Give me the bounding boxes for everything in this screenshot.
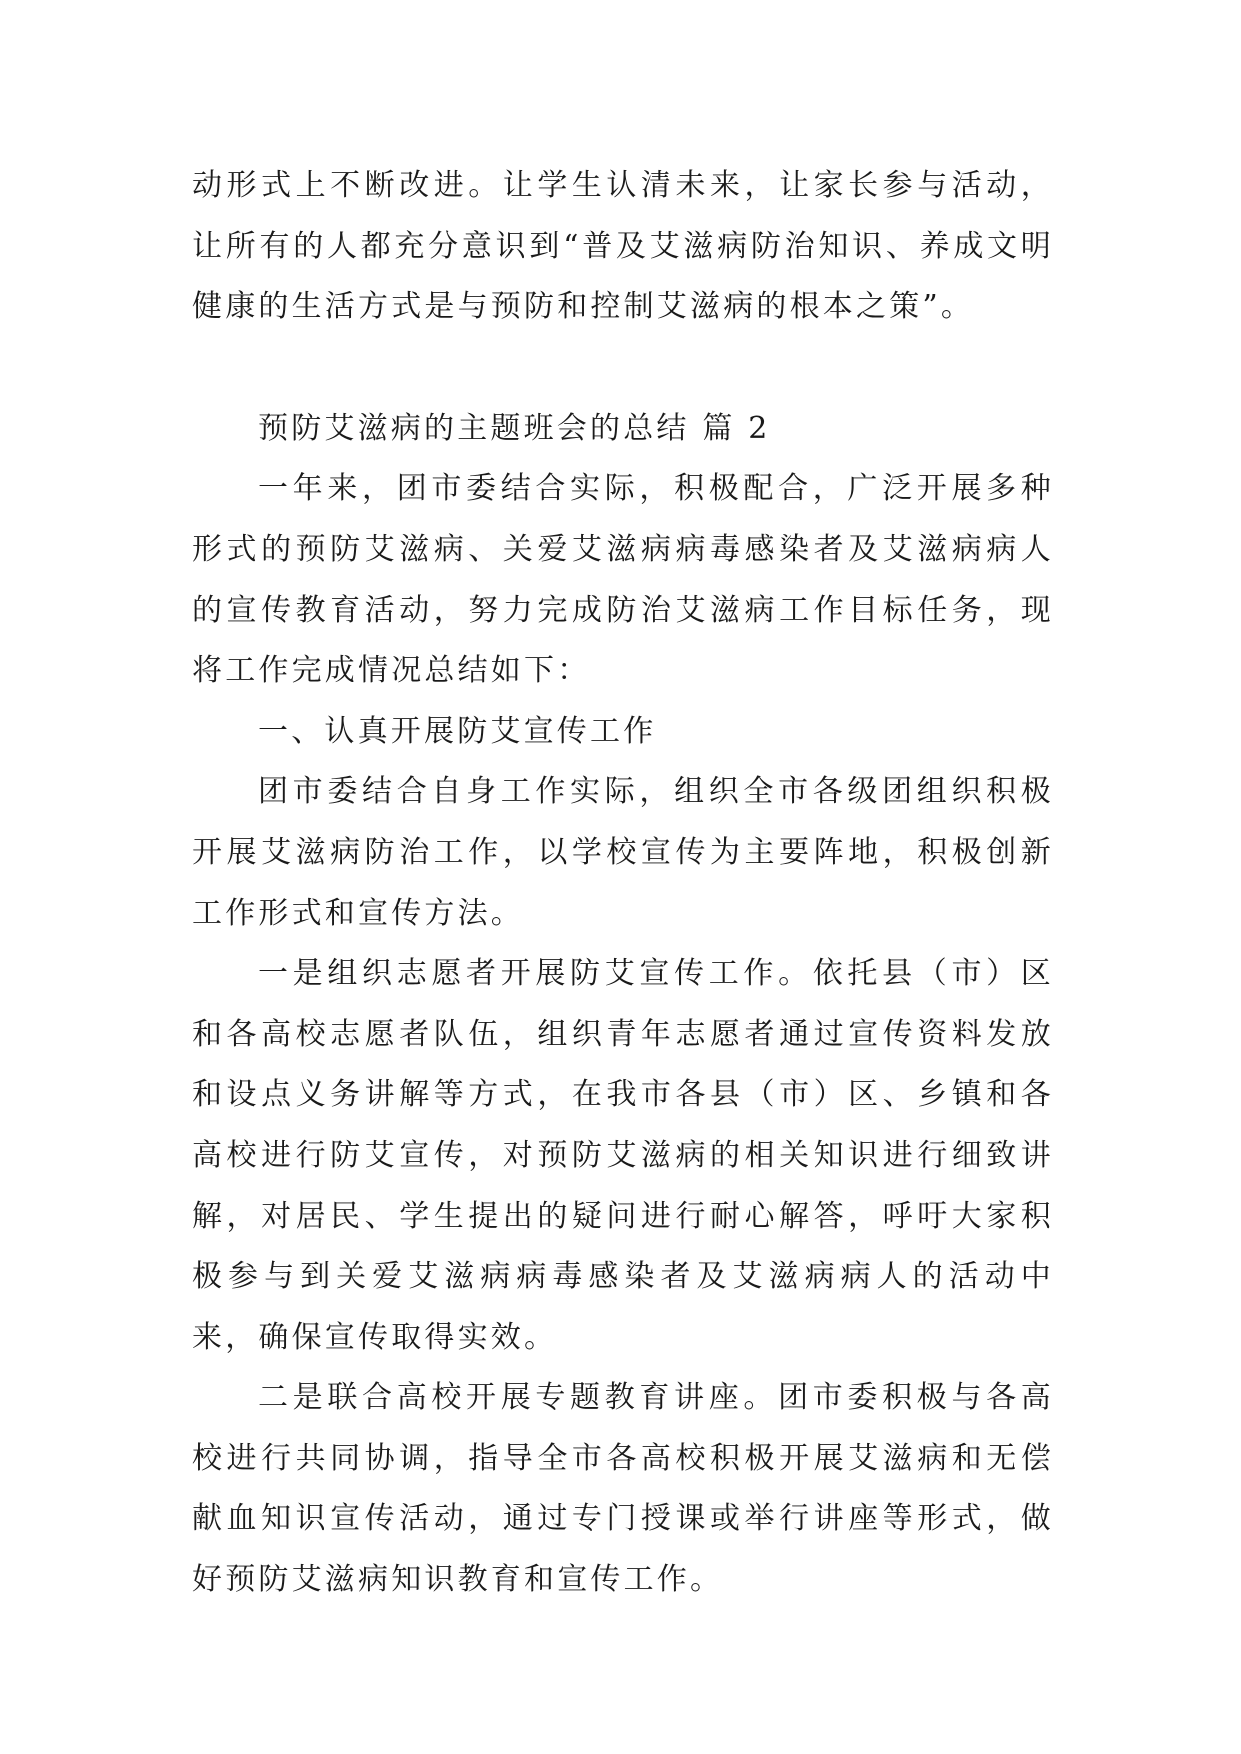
paragraph-intro-continuation: 动形式上不断改进。让学生认清未来，让家长参与活动，让所有的人都充分意识到“普及艾滋病防治知识、养成文明健康的生活方式是与预防和控制艾滋病的根本之策”。 (192, 168, 1054, 325)
paragraph-volunteers: 一是组织志愿者开展防艾宣传工作。依托县（市）区和各高校志愿者队伍，组织青年志愿者通过宣传资料发放和设点义务讲解等方式，在我市各县（市）区、乡镇和各高校进行防艾宣传，对预防艾滋病的相关知识进行细致讲解，对居民、学生提出的疑问进行耐心解答，呼吁大家积极参与到关爱艾滋病病毒感染者及艾滋病病人的活动中来，确保宣传取得实效。 (192, 956, 1054, 1355)
paragraph-lectures: 二是联合高校开展专题教育讲座。团市委积极与各高校进行共同协调，指导全市各高校积极开展艾滋病和无偿献血知识宣传活动，通过专门授课或举行讲座等形式，做好预防艾滋病知识教育和宣传工作。 (192, 1380, 1054, 1598)
document-body (192, 156, 1054, 1611)
section-heading: 一、认真开展防艾宣传工作 (258, 713, 657, 749)
section-title: 预防艾滋病的主题班会的总结 篇 2 (258, 410, 771, 446)
paragraph-organize: 团市委结合自身工作实际，组织全市各级团组织积极开展艾滋病防治工作，以学校宣传为主要阵地，积极创新工作形式和宣传方法。 (192, 774, 1054, 931)
paragraph-overview: 一年来，团市委结合实际，积极配合，广泛开展多种形式的预防艾滋病、关爱艾滋病病毒感染者及艾滋病病人的宣传教育活动，努力完成防治艾滋病工作目标任务，现将工作完成情况总结如下： (192, 471, 1054, 689)
paragraph-gap (192, 338, 1054, 399)
